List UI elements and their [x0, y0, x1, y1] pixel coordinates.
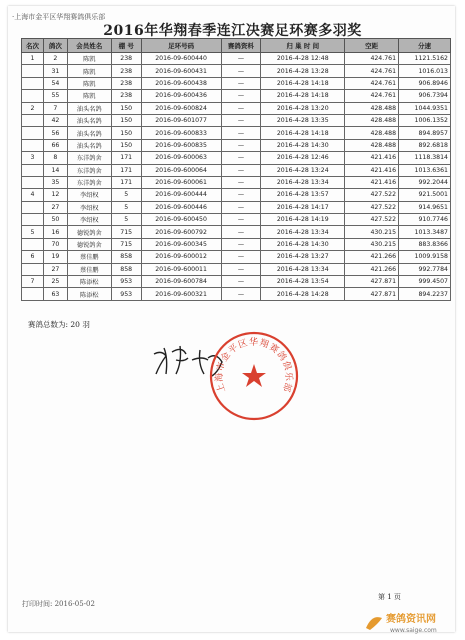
rank-cell: [22, 114, 44, 126]
pigeon-order-cell: 54: [43, 77, 67, 89]
loft-number-cell: 715: [111, 226, 141, 238]
speed-cell: 894.2237: [399, 288, 451, 300]
arrival-time-cell: 2016-4-28 13:24: [261, 164, 345, 176]
site-watermark: [360, 606, 460, 636]
ring-number-cell: 2016-09-600835: [141, 139, 221, 151]
rank-cell: [22, 77, 44, 89]
rank-cell: [22, 90, 44, 102]
speed-cell: 883.8366: [399, 238, 451, 250]
table-row: [22, 102, 451, 114]
distance-cell: 427.871: [345, 276, 399, 288]
loft-number-cell: 150: [111, 102, 141, 114]
table-row: [22, 152, 451, 164]
distance-cell: 427.522: [345, 214, 399, 226]
pigeon-info-cell: —: [221, 65, 261, 77]
speed-cell: 1013.3487: [399, 226, 451, 238]
pigeon-info-cell: —: [221, 164, 261, 176]
arrival-time-cell: 2016-4-28 12:48: [261, 53, 345, 65]
table-row: [22, 214, 451, 226]
member-name-cell: 油头名鸽: [67, 139, 111, 151]
distance-cell: 428.488: [345, 102, 399, 114]
speed-cell: 1121.5162: [399, 53, 451, 65]
pigeon-order-cell: 31: [43, 65, 67, 77]
pigeon-info-cell: —: [221, 127, 261, 139]
distance-cell: 424.761: [345, 77, 399, 89]
speed-cell: 992.7784: [399, 263, 451, 275]
distance-cell: 424.761: [345, 90, 399, 102]
arrival-time-cell: 2016-4-28 14:30: [261, 238, 345, 250]
member-name-cell: 德锐鸽舍: [67, 238, 111, 250]
rank-cell: 4: [22, 189, 44, 201]
rank-cell: 2: [22, 102, 44, 114]
ring-number-cell: 2016-09-600431: [141, 65, 221, 77]
member-name-cell: 东洋鸽舍: [67, 176, 111, 188]
member-name-cell: 陈凯: [67, 53, 111, 65]
rank-cell: [22, 201, 44, 213]
pigeon-order-cell: 8: [43, 152, 67, 164]
speed-cell: 906.7394: [399, 90, 451, 102]
speed-cell: 914.9651: [399, 201, 451, 213]
pigeon-order-cell: 25: [43, 276, 67, 288]
table-row: [22, 114, 451, 126]
pigeon-info-cell: —: [221, 214, 261, 226]
arrival-time-cell: 2016-4-28 13:34: [261, 263, 345, 275]
rank-cell: [22, 263, 44, 275]
distance-cell: 421.416: [345, 164, 399, 176]
ring-number-cell: 2016-09-600321: [141, 288, 221, 300]
pigeon-info-cell: —: [221, 238, 261, 250]
loft-number-cell: 953: [111, 276, 141, 288]
member-name-cell: 东洋鸽舍: [67, 164, 111, 176]
distance-cell: 430.215: [345, 238, 399, 250]
pigeon-order-cell: 70: [43, 238, 67, 250]
rank-cell: 1: [22, 53, 44, 65]
ring-number-cell: 2016-09-600444: [141, 189, 221, 201]
member-name-cell: 李绍权: [67, 189, 111, 201]
distance-cell: 424.761: [345, 53, 399, 65]
rank-cell: [22, 139, 44, 151]
pigeon-info-cell: —: [221, 139, 261, 151]
member-name-cell: 蔡佳鹏: [67, 263, 111, 275]
member-name-cell: 油头名鸽: [67, 127, 111, 139]
table-row: [22, 90, 451, 102]
arrival-time-cell: 2016-4-28 13:34: [261, 226, 345, 238]
column-header: 赛鸽资料: [221, 39, 261, 53]
pigeon-info-cell: —: [221, 189, 261, 201]
pigeon-order-cell: 63: [43, 288, 67, 300]
loft-number-cell: 5: [111, 214, 141, 226]
ring-number-cell: 2016-09-600450: [141, 214, 221, 226]
column-header: 名次: [22, 39, 44, 53]
member-name-cell: 陈凯: [67, 77, 111, 89]
arrival-time-cell: 2016-4-28 14:18: [261, 90, 345, 102]
distance-cell: 424.761: [345, 65, 399, 77]
column-header: 会员姓名: [67, 39, 111, 53]
arrival-time-cell: 2016-4-28 14:19: [261, 214, 345, 226]
speed-cell: 894.8957: [399, 127, 451, 139]
speed-cell: 1016.013: [399, 65, 451, 77]
member-name-cell: 李绍权: [67, 201, 111, 213]
speed-cell: 1044.9351: [399, 102, 451, 114]
table-row: [22, 276, 451, 288]
member-name-cell: 蔡佳鹏: [67, 251, 111, 263]
ring-number-cell: 2016-09-600824: [141, 102, 221, 114]
arrival-time-cell: 2016-4-28 13:20: [261, 102, 345, 114]
loft-number-cell: 150: [111, 127, 141, 139]
table-row: [22, 288, 451, 300]
pigeon-order-cell: 19: [43, 251, 67, 263]
column-header: 鸽次: [43, 39, 67, 53]
rank-cell: [22, 238, 44, 250]
ring-number-cell: 2016-09-600011: [141, 263, 221, 275]
member-name-cell: 东洋鸽舍: [67, 152, 111, 164]
seal-text: 上海市金平区华翔赛鸽俱乐部: [214, 337, 294, 394]
loft-number-cell: 5: [111, 201, 141, 213]
distance-cell: 421.266: [345, 251, 399, 263]
table-row: [22, 77, 451, 89]
pigeon-info-cell: —: [221, 114, 261, 126]
speed-cell: 992.2044: [399, 176, 451, 188]
column-header: 归 巢 时 间: [261, 39, 345, 53]
ring-number-cell: 2016-09-600440: [141, 53, 221, 65]
pigeon-info-cell: —: [221, 288, 261, 300]
rank-cell: [22, 288, 44, 300]
column-header: 空距: [345, 39, 399, 53]
member-name-cell: 油头名鸽: [67, 114, 111, 126]
arrival-time-cell: 2016-4-28 13:27: [261, 251, 345, 263]
speed-cell: 921.5001: [399, 189, 451, 201]
pigeon-info-cell: —: [221, 53, 261, 65]
table-row: [22, 65, 451, 77]
speed-cell: 1006.1352: [399, 114, 451, 126]
ring-number-cell: 2016-09-600012: [141, 251, 221, 263]
pigeon-order-cell: 35: [43, 176, 67, 188]
speed-cell: 892.6818: [399, 139, 451, 151]
table-row: [22, 189, 451, 201]
table-body: [22, 53, 451, 301]
loft-number-cell: 171: [111, 176, 141, 188]
page-number: 第 1 页: [378, 593, 401, 601]
document-title: 2016年华翔春季连江决赛足环赛多羽奖: [103, 23, 362, 39]
ring-number-cell: 2016-09-600064: [141, 164, 221, 176]
distance-cell: 421.266: [345, 263, 399, 275]
pigeon-info-cell: —: [221, 102, 261, 114]
rank-cell: [22, 65, 44, 77]
pigeon-info-cell: —: [221, 276, 261, 288]
ring-number-cell: 2016-09-600792: [141, 226, 221, 238]
rank-cell: 7: [22, 276, 44, 288]
distance-cell: 421.416: [345, 176, 399, 188]
pigeon-order-cell: 42: [43, 114, 67, 126]
distance-cell: 428.488: [345, 139, 399, 151]
arrival-time-cell: 2016-4-28 14:17: [261, 201, 345, 213]
loft-number-cell: 238: [111, 53, 141, 65]
rank-cell: 5: [22, 226, 44, 238]
pigeon-order-cell: 27: [43, 201, 67, 213]
total-count: 赛鸽总数为: 20 羽: [28, 320, 90, 329]
ring-number-cell: 2016-09-600063: [141, 152, 221, 164]
arrival-time-cell: 2016-4-28 13:34: [261, 176, 345, 188]
table-row: [22, 53, 451, 65]
table-row: [22, 251, 451, 263]
pigeon-info-cell: —: [221, 201, 261, 213]
member-name-cell: 陈添松: [67, 276, 111, 288]
arrival-time-cell: 2016-4-28 13:35: [261, 114, 345, 126]
table-row: [22, 164, 451, 176]
arrival-time-cell: 2016-4-28 14:28: [261, 288, 345, 300]
ring-number-cell: 2016-09-600436: [141, 90, 221, 102]
pigeon-info-cell: —: [221, 77, 261, 89]
speed-cell: 1013.6361: [399, 164, 451, 176]
pigeon-info-cell: —: [221, 263, 261, 275]
arrival-time-cell: 2016-4-28 14:18: [261, 127, 345, 139]
loft-number-cell: 238: [111, 77, 141, 89]
pigeon-info-cell: —: [221, 152, 261, 164]
ring-number-cell: 2016-09-601077: [141, 114, 221, 126]
member-name-cell: 油头名鸽: [67, 102, 111, 114]
arrival-time-cell: 2016-4-28 14:18: [261, 77, 345, 89]
table-row: [22, 263, 451, 275]
member-name-cell: 李绍权: [67, 214, 111, 226]
loft-number-cell: 5: [111, 189, 141, 201]
table-row: [22, 139, 451, 151]
loft-number-cell: 150: [111, 114, 141, 126]
ring-number-cell: 2016-09-600833: [141, 127, 221, 139]
table-row: [22, 176, 451, 188]
rank-cell: [22, 176, 44, 188]
loft-number-cell: 238: [111, 90, 141, 102]
member-name-cell: 陈凯: [67, 90, 111, 102]
pigeon-order-cell: 2: [43, 53, 67, 65]
pigeon-order-cell: 66: [43, 139, 67, 151]
arrival-time-cell: 2016-4-28 14:30: [261, 139, 345, 151]
pigeon-info-cell: —: [221, 90, 261, 102]
rank-cell: [22, 127, 44, 139]
organization-header: ·上海市金平区华翔赛鸽俱乐部: [12, 13, 106, 21]
column-header: 分速: [399, 39, 451, 53]
pigeon-order-cell: 14: [43, 164, 67, 176]
loft-number-cell: 858: [111, 263, 141, 275]
column-header: 足环号码: [141, 39, 221, 53]
pigeon-order-cell: 7: [43, 102, 67, 114]
arrival-time-cell: 2016-4-28 13:54: [261, 276, 345, 288]
pigeon-logo-icon: [366, 617, 382, 630]
arrival-time-cell: 2016-4-28 12:46: [261, 152, 345, 164]
loft-number-cell: 953: [111, 288, 141, 300]
watermark-brand: 赛鸽资讯网: [386, 614, 436, 625]
distance-cell: 430.215: [345, 226, 399, 238]
table-row: [22, 238, 451, 250]
speed-cell: 910.7746: [399, 214, 451, 226]
arrival-time-cell: 2016-4-28 13:57: [261, 189, 345, 201]
distance-cell: 427.522: [345, 201, 399, 213]
speed-cell: 1009.9158: [399, 251, 451, 263]
pigeon-info-cell: —: [221, 176, 261, 188]
column-header: 棚 号: [111, 39, 141, 53]
results-table: [21, 38, 451, 301]
pigeon-info-cell: —: [221, 226, 261, 238]
member-name-cell: 德锐鸽舍: [67, 226, 111, 238]
table-row: [22, 226, 451, 238]
pigeon-order-cell: 50: [43, 214, 67, 226]
pigeon-order-cell: 56: [43, 127, 67, 139]
loft-number-cell: 715: [111, 238, 141, 250]
ring-number-cell: 2016-09-600061: [141, 176, 221, 188]
loft-number-cell: 150: [111, 139, 141, 151]
loft-number-cell: 171: [111, 152, 141, 164]
rank-cell: [22, 164, 44, 176]
pigeon-order-cell: 16: [43, 226, 67, 238]
ring-number-cell: 2016-09-600446: [141, 201, 221, 213]
table-row: [22, 201, 451, 213]
loft-number-cell: 238: [111, 65, 141, 77]
watermark-url: www.saige.com: [390, 627, 437, 634]
pigeon-info-cell: —: [221, 251, 261, 263]
member-name-cell: 陈添松: [67, 288, 111, 300]
ring-number-cell: 2016-09-600345: [141, 238, 221, 250]
distance-cell: 427.522: [345, 189, 399, 201]
rank-cell: 6: [22, 251, 44, 263]
pigeon-order-cell: 12: [43, 189, 67, 201]
print-date: 打印时间: 2016-05-02: [22, 600, 95, 608]
table-row: [22, 127, 451, 139]
speed-cell: 999.4507: [399, 276, 451, 288]
speed-cell: 1118.3814: [399, 152, 451, 164]
distance-cell: 428.488: [345, 127, 399, 139]
pigeon-order-cell: 55: [43, 90, 67, 102]
speed-cell: 906.8946: [399, 77, 451, 89]
loft-number-cell: 171: [111, 164, 141, 176]
arrival-time-cell: 2016-4-28 13:28: [261, 65, 345, 77]
distance-cell: 427.871: [345, 288, 399, 300]
loft-number-cell: 858: [111, 251, 141, 263]
ring-number-cell: 2016-09-600784: [141, 276, 221, 288]
member-name-cell: 陈凯: [67, 65, 111, 77]
table-header-row: [22, 39, 451, 53]
ring-number-cell: 2016-09-600438: [141, 77, 221, 89]
rank-cell: 3: [22, 152, 44, 164]
distance-cell: 421.416: [345, 152, 399, 164]
pigeon-order-cell: 27: [43, 263, 67, 275]
distance-cell: 428.488: [345, 114, 399, 126]
rank-cell: [22, 214, 44, 226]
club-seal: [208, 330, 300, 422]
